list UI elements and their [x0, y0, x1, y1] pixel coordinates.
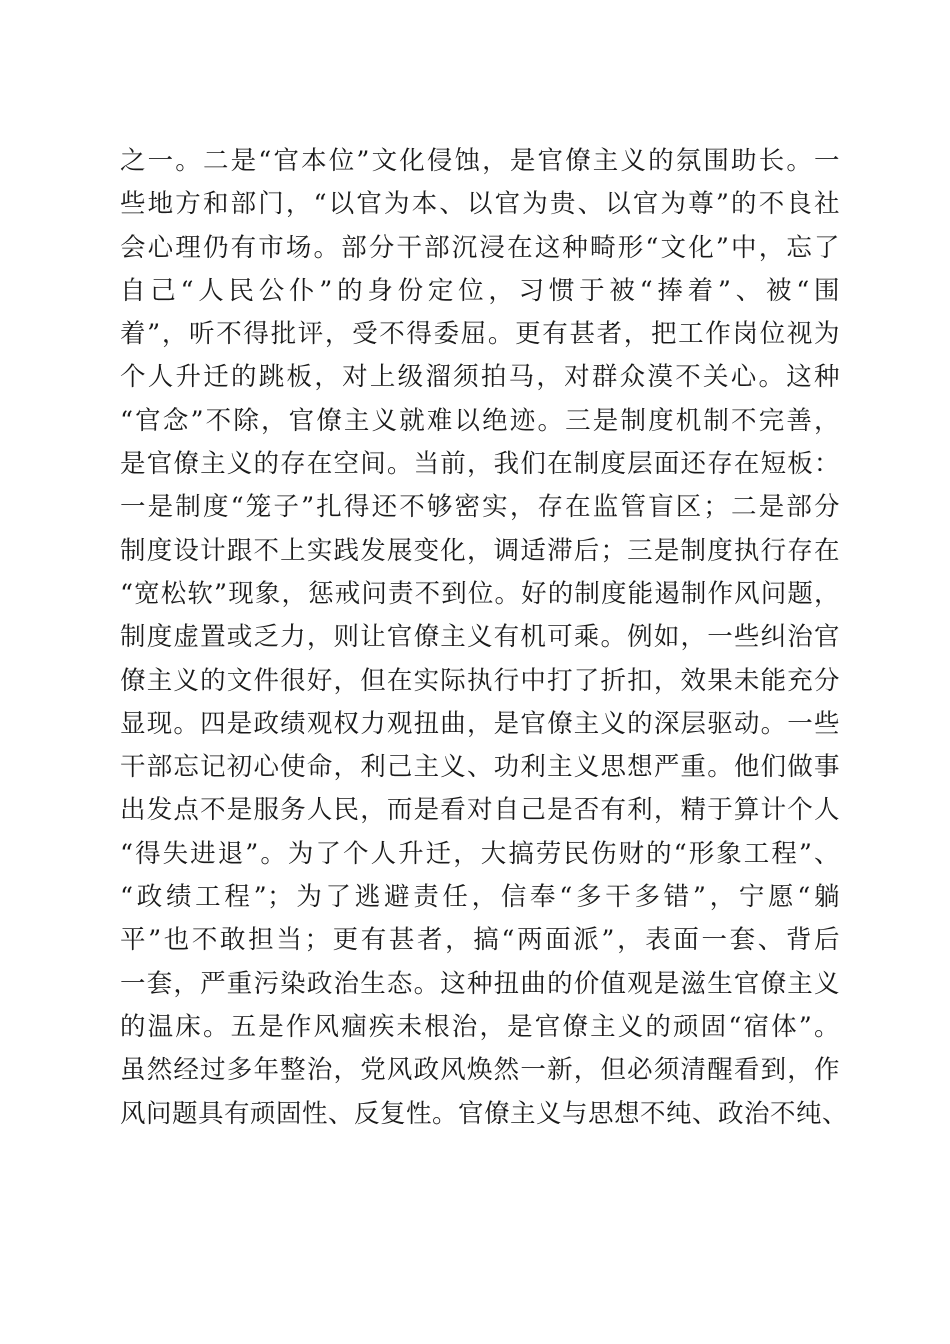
text-line: 的温床。五是作风痼疾未根治，是官僚主义的顽固“宿体”。: [120, 1011, 840, 1042]
text-line: 着”，听不得批评，受不得委屈。更有甚者，把工作岗位视为: [120, 319, 840, 350]
text-line: 之一。二是“官本位”文化侵蚀，是官僚主义的氛围助长。一: [120, 146, 840, 176]
text-line: 制度设计跟不上实践发展变化，调适滞后；三是制度执行存在: [120, 535, 840, 566]
text-line: “得失进退”。为了个人升迁，大搞劳民伤财的“形象工程”、: [120, 838, 840, 869]
text-line: 自己“人民公仆”的身份定位，习惯于被“捧着”、被“围: [120, 275, 840, 306]
text-line: 制度虚置或乏力，则让官僚主义有机可乘。例如，一些纠治官: [120, 622, 840, 653]
text-line: 个人升迁的跳板，对上级溜须拍马，对群众漠不关心。这种: [120, 362, 840, 393]
text-line: “政绩工程”；为了逃避责任，信奉“多干多错”，宁愿“躺: [120, 882, 840, 913]
text-line: 些地方和部门，“以官为本、以官为贵、以官为尊”的不良社: [120, 189, 840, 220]
body-text: [120, 140, 849, 1136]
text-line: 是官僚主义的存在空间。当前，我们在制度层面还存在短板：: [120, 449, 840, 480]
text-line: “宽松软”现象，惩戒问责不到位。好的制度能遏制作风问题，: [120, 578, 840, 609]
text-line: 一是制度“笼子”扎得还不够密实，存在监管盲区；二是部分: [120, 492, 840, 523]
text-line: 风问题具有顽固性、反复性。官僚主义与思想不纯、政治不纯、: [120, 1098, 849, 1129]
text-line: 会心理仍有市场。部分干部沉浸在这种畸形“文化”中，忘了: [120, 232, 840, 263]
text-line: 僚主义的文件很好，但在实际执行中打了折扣，效果未能充分: [120, 665, 840, 696]
text-line: 一套，严重污染政治生态。这种扭曲的价值观是滋生官僚主义: [120, 968, 840, 999]
text-line: 出发点不是服务人民，而是看对自己是否有利，精于算计个人: [120, 795, 840, 826]
text-line: 显现。四是政绩观权力观扭曲，是官僚主义的深层驱动。一些: [120, 708, 840, 739]
text-line: 平”也不敢担当；更有甚者，搞“两面派”，表面一套、背后: [120, 925, 840, 956]
text-line: 干部忘记初心使命，利己主义、功利主义思想严重。他们做事: [120, 752, 840, 783]
text-line: 虽然经过多年整治，党风政风焕然一新，但必须清醒看到，作: [120, 1055, 840, 1086]
text-line: “官念”不除，官僚主义就难以绝迹。三是制度机制不完善，: [120, 405, 840, 436]
